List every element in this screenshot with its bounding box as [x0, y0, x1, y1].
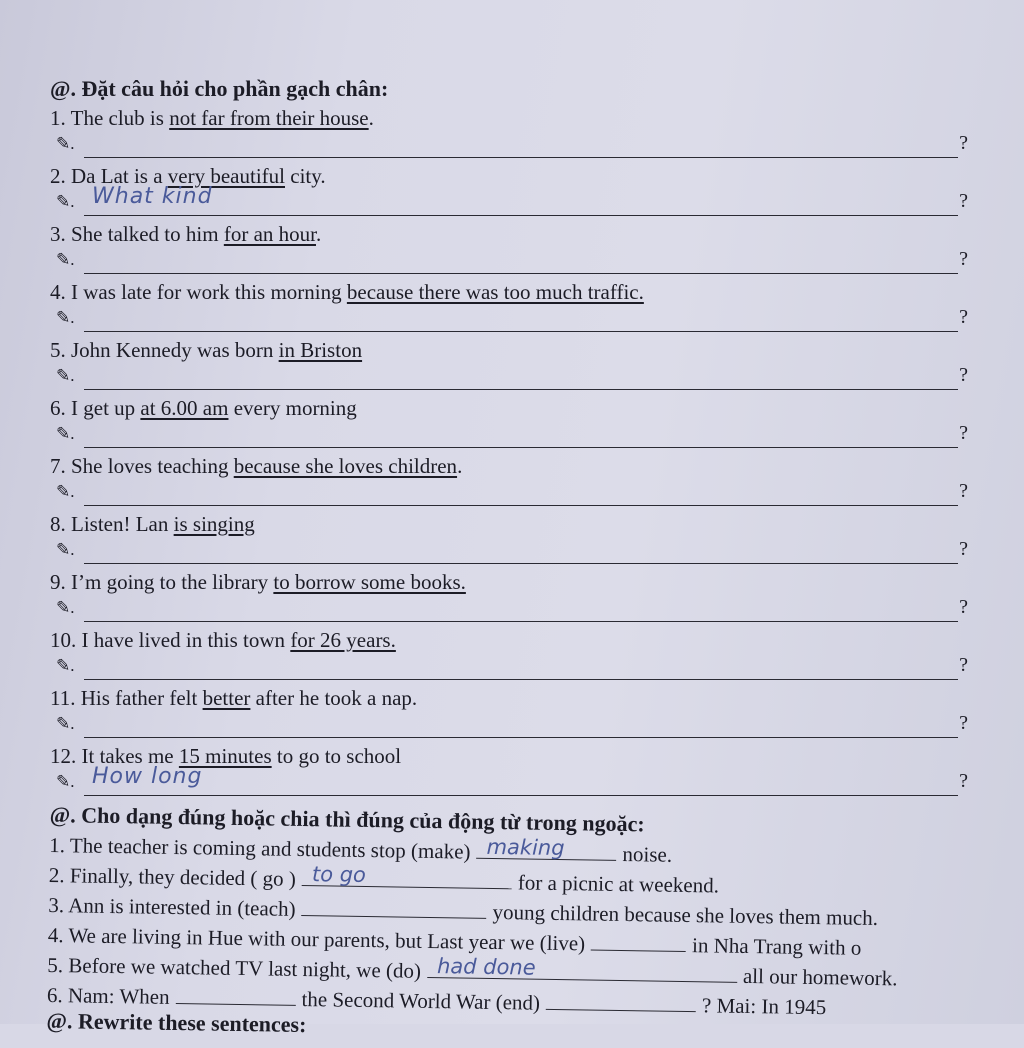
verb-blank[interactable] [591, 930, 686, 952]
question-text: 8. Listen! Lan [50, 512, 174, 536]
underlined-part: is singing [173, 512, 255, 536]
question-mark: ? [959, 132, 968, 154]
question-mark: ? [959, 190, 968, 212]
question-9 [50, 568, 1010, 596]
question-text-end: city. [285, 164, 326, 188]
underlined-part: because there was too much traffic. [346, 280, 644, 304]
question-text: 3. She talked to him [50, 222, 224, 246]
answer-rule [84, 795, 958, 796]
pencil-mark-icon: ✎. [56, 540, 75, 559]
underlined-part: for 26 years. [290, 628, 396, 652]
question-text: 7. She loves teaching [50, 454, 234, 478]
verb-item-text: 5. Before we watched TV last night, we (do) [47, 952, 422, 983]
verb-blank[interactable] [301, 895, 486, 919]
question-text-end: . [457, 454, 463, 478]
verb-item-text-end: for a picnic at weekend. [517, 870, 720, 898]
underlined-part: 15 minutes [178, 744, 272, 768]
pencil-mark-icon: ✎. [56, 308, 75, 327]
underlined-part: because she loves children [233, 454, 458, 478]
answer-line-1[interactable] [50, 132, 1010, 162]
answer-rule [84, 215, 958, 216]
question-text: 11. His father felt [50, 686, 203, 710]
underlined-part: for an hour [223, 222, 316, 246]
question-mark: ? [959, 770, 968, 792]
verb-blank[interactable] [175, 983, 295, 1006]
verb-blank[interactable] [427, 954, 737, 983]
verb-blank[interactable] [302, 862, 512, 889]
question-7 [50, 452, 1010, 480]
answer-line-8[interactable] [50, 538, 1010, 568]
section1-questions [50, 104, 1010, 800]
pencil-mark-icon: ✎. [56, 424, 75, 443]
question-mark: ? [959, 654, 968, 676]
answer-line-12[interactable] [50, 764, 1010, 800]
answer-rule [84, 679, 958, 680]
verb-item-text-end-2: ? Mai: In 1945 [701, 993, 827, 1020]
section1-heading: @. Đặt câu hỏi cho phần gạch chân: [50, 76, 389, 101]
pencil-mark-icon: ✎. [56, 134, 75, 153]
section2 [46, 800, 1009, 1045]
answer-line-9[interactable] [50, 596, 1010, 626]
question-mark: ? [959, 480, 968, 502]
underlined-part: not far from their house [169, 106, 369, 130]
verb-item-text: 2. Finally, they decided ( go ) [48, 862, 297, 891]
question-mark: ? [959, 422, 968, 444]
verb-blank[interactable] [476, 834, 616, 861]
answer-rule [84, 621, 958, 622]
pencil-mark-icon: ✎. [56, 598, 75, 617]
underlined-part: to borrow some books. [273, 570, 466, 594]
question-4 [50, 278, 1010, 306]
verb-blank-2[interactable] [546, 989, 696, 1012]
question-mark: ? [959, 248, 968, 270]
question-8 [50, 510, 1010, 538]
answer-line-10[interactable] [50, 654, 1010, 684]
question-text-end: to go to school [271, 744, 402, 768]
question-mark: ? [959, 306, 968, 328]
pencil-mark-icon: ✎. [56, 366, 75, 385]
question-10 [50, 626, 1010, 654]
question-3 [50, 220, 1010, 248]
answer-line-7[interactable] [50, 480, 1010, 510]
answer-rule [84, 505, 958, 506]
question-text-end: . [368, 106, 374, 130]
question-text: 5. John Kennedy was born [50, 338, 279, 362]
verb-item-text: 4. We are living in Hue with our parents, but Last year we (live) [47, 922, 586, 956]
question-text: 4. I was late for work this morning [50, 280, 347, 304]
question-11 [50, 684, 1010, 712]
pencil-mark-icon: ✎. [56, 656, 75, 675]
question-text-end: after he took a nap. [250, 686, 418, 710]
answer-rule [84, 737, 958, 738]
handwritten-answer: to go [311, 862, 367, 887]
question-6 [50, 394, 1010, 422]
question-text-end: every morning [228, 396, 357, 420]
question-text: 2. Da Lat is a [50, 164, 168, 188]
verb-item-text-end: in Nha Trang with o [691, 933, 862, 960]
answer-rule [84, 273, 958, 274]
underlined-part: very beautiful [167, 164, 285, 188]
worksheet-content [46, 74, 1010, 1038]
answer-line-5[interactable] [50, 364, 1010, 394]
question-mark: ? [959, 364, 968, 386]
question-mark: ? [959, 538, 968, 560]
answer-line-3[interactable] [50, 248, 1010, 278]
answer-rule [84, 389, 958, 390]
verb-item-text-end: the Second World War (end) [301, 986, 541, 1015]
pencil-mark-icon: ✎. [56, 192, 75, 211]
answer-rule [84, 447, 958, 448]
underlined-part: at 6.00 am [140, 396, 229, 420]
handwritten-answer: making [486, 834, 565, 861]
answer-line-2[interactable] [50, 184, 1010, 220]
section3-heading-cut: @. Rewrite these sentences: [46, 1007, 307, 1038]
answer-line-11[interactable] [50, 712, 1010, 742]
verb-item-text: 6. Nam: When [46, 982, 170, 1009]
question-text-end: . [315, 222, 322, 246]
verb-item-text: 3. Ann is interested in (teach) [48, 892, 296, 921]
answer-rule [84, 157, 958, 158]
handwritten-answer: How long [92, 764, 203, 789]
underlined-part: in Briston [278, 338, 363, 362]
verb-item-text-end: noise. [622, 842, 673, 867]
question-text: 9. I’m going to the library [50, 570, 274, 594]
question-text: 12. It takes me [50, 744, 179, 768]
question-mark: ? [959, 596, 968, 618]
verb-item-text-end: all our homework. [742, 963, 898, 991]
handwritten-answer: had done [436, 954, 536, 980]
pencil-mark-icon: ✎. [56, 714, 75, 733]
pencil-mark-icon: ✎. [56, 482, 75, 501]
pencil-mark-icon: ✎. [56, 250, 75, 269]
section2-items [47, 830, 1010, 1025]
question-text: 1. The club is [50, 106, 170, 130]
question-1 [50, 104, 1010, 132]
question-mark: ? [959, 712, 968, 734]
answer-rule [84, 331, 958, 332]
answer-line-6[interactable] [50, 422, 1010, 452]
verb-item-text-end: young children because she loves them much. [492, 899, 879, 931]
handwritten-answer: What kind [92, 184, 213, 209]
question-5 [50, 336, 1010, 364]
pencil-mark-icon: ✎. [56, 772, 75, 791]
underlined-part: better [202, 686, 251, 710]
answer-rule [84, 563, 958, 564]
answer-line-4[interactable] [50, 306, 1010, 336]
question-text: 6. I get up [50, 396, 141, 420]
verb-item-text: 1. The teacher is coming and students stop (make) [49, 832, 471, 864]
question-text: 10. I have lived in this town [50, 628, 291, 652]
section2-heading: @. Cho dạng đúng hoặc chia thì đúng của động từ trong ngoặc: [49, 801, 645, 837]
